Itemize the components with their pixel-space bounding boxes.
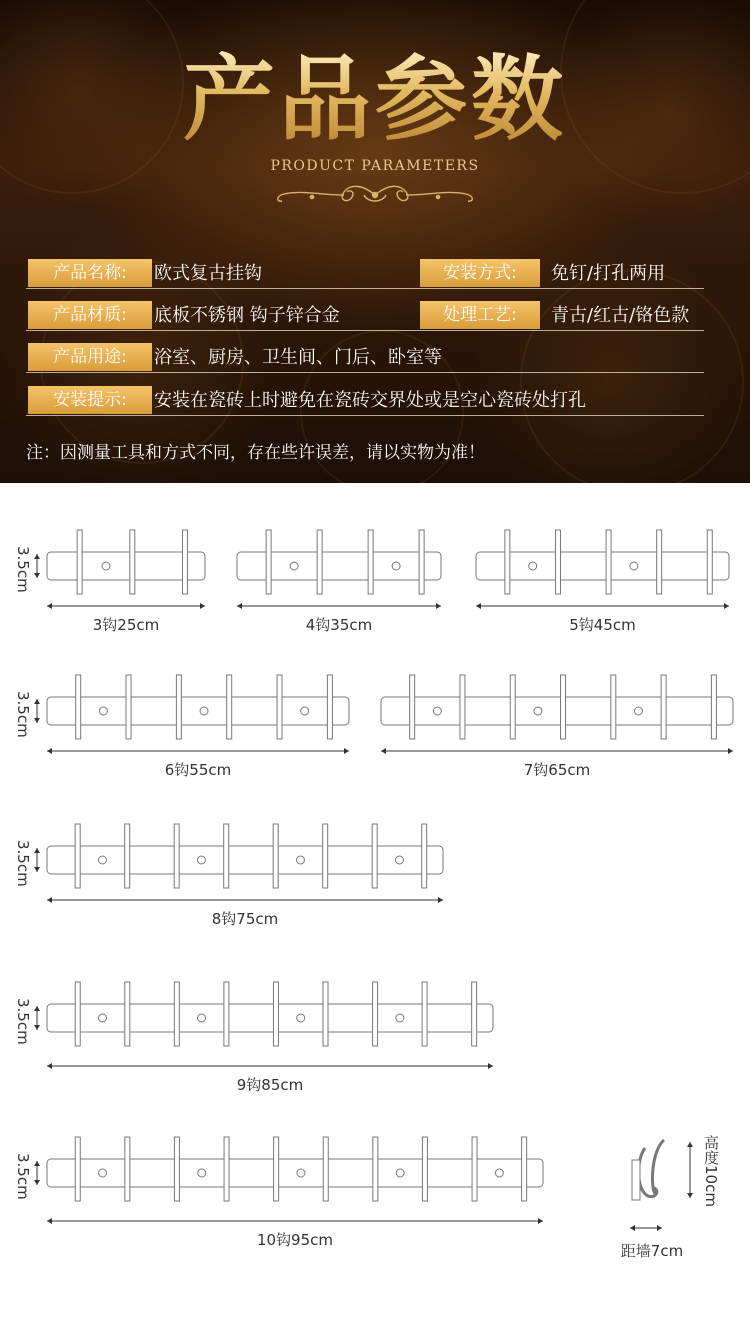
screw-hole	[200, 707, 208, 715]
hook-depth-label: 距墙7cm	[620, 1242, 684, 1260]
rack-hook	[273, 824, 278, 888]
rack-hook	[419, 530, 424, 594]
rack-height-label: 3.5cm	[14, 840, 32, 887]
rack-hook	[76, 675, 81, 739]
screw-hole	[534, 707, 542, 715]
rack-hook	[75, 982, 80, 1046]
hook-height-label: 高度10cm	[702, 1135, 720, 1207]
page-title: 产品参数	[0, 44, 750, 154]
rack-hook	[422, 824, 427, 888]
screw-hole	[529, 562, 537, 570]
rack-hook	[707, 530, 712, 594]
width-dimension-arrow	[47, 1218, 52, 1224]
hook-height-dimension-arrow	[687, 1193, 693, 1198]
rack-plate	[47, 1159, 543, 1187]
rack-hook	[273, 982, 278, 1046]
rack-hook	[75, 1137, 80, 1201]
width-dimension-arrow	[200, 603, 205, 609]
rack-plate	[476, 552, 729, 580]
row-divider	[26, 415, 704, 416]
rack-plate	[47, 552, 205, 580]
screw-hole	[630, 562, 638, 570]
screw-hole	[98, 856, 106, 864]
rack-hook	[174, 982, 179, 1046]
param-value: 欧式复古挂钩	[154, 263, 262, 284]
rack-hook	[505, 530, 510, 594]
rack-hook	[125, 1137, 130, 1201]
screw-hole	[396, 1169, 404, 1177]
screw-hole	[99, 1014, 107, 1022]
single-hook-base	[632, 1160, 640, 1200]
width-dimension-arrow	[728, 748, 733, 754]
rack-hook	[372, 824, 377, 888]
rack-hook	[323, 982, 328, 1046]
rack-hook	[373, 982, 378, 1046]
rack-hook	[472, 1137, 477, 1201]
rack-hook	[561, 675, 566, 739]
rack-hook	[368, 530, 373, 594]
rack-width-label: 10钩95cm	[256, 1231, 334, 1249]
rack-hook	[323, 1137, 328, 1201]
screw-hole	[99, 1169, 107, 1177]
screw-hole	[102, 562, 110, 570]
height-dimension-arrow	[34, 1180, 40, 1185]
param-label: 产品名称:	[28, 259, 152, 287]
param-row	[24, 301, 704, 331]
rack-width-label: 9钩85cm	[236, 1076, 304, 1094]
rack-hook	[224, 982, 229, 1046]
height-dimension-arrow	[34, 573, 40, 578]
param-value: 青古/红古/铬色款	[551, 305, 690, 326]
row-divider	[26, 330, 704, 331]
height-dimension-arrow	[34, 554, 40, 559]
rack-hook	[224, 1137, 229, 1201]
dimension-diagrams	[0, 483, 750, 1330]
width-dimension-arrow	[381, 748, 386, 754]
width-dimension-arrow	[436, 603, 441, 609]
rack-hook	[373, 1137, 378, 1201]
rack-hook	[661, 675, 666, 739]
rack-hook	[125, 824, 130, 888]
rack-hook	[125, 982, 130, 1046]
rack-width-label: 4钩35cm	[305, 616, 373, 634]
param-value: 安装在瓷砖上时避免在瓷砖交界处或是空心瓷砖处打孔	[154, 390, 586, 411]
measurement-note: 注：因测量工具和方式不同，存在些许误差，请以实物为准！	[26, 443, 485, 463]
rack-hook	[174, 1137, 179, 1201]
height-dimension-arrow	[34, 1006, 40, 1011]
rack-hook	[126, 675, 131, 739]
height-dimension-arrow	[34, 848, 40, 853]
rack-hook	[472, 982, 477, 1046]
rack-hook	[224, 824, 229, 888]
param-label: 安装方式:	[420, 259, 540, 287]
rack-hook	[510, 675, 515, 739]
param-value: 浴室、厨房、卫生间、门后、卧室等	[154, 347, 442, 368]
screw-hole	[198, 1169, 206, 1177]
screw-hole	[301, 707, 309, 715]
rack-hook	[266, 530, 271, 594]
rack-hook	[711, 675, 716, 739]
param-value: 底板不锈钢 钩子锌合金	[154, 305, 340, 326]
param-label: 产品材质:	[28, 301, 152, 329]
rack-hook	[522, 1137, 527, 1201]
screw-hole	[296, 856, 304, 864]
single-hook-icon	[652, 1140, 664, 1194]
rack-height-label: 3.5cm	[14, 998, 32, 1045]
rack-width-label: 8钩75cm	[211, 910, 279, 928]
rack-hook	[410, 675, 415, 739]
param-row	[24, 386, 704, 416]
param-row	[24, 259, 704, 289]
rack-hook	[317, 530, 322, 594]
rack-hook	[227, 675, 232, 739]
height-dimension-arrow	[34, 1025, 40, 1030]
rack-hook	[327, 675, 332, 739]
screw-hole	[297, 1169, 305, 1177]
width-dimension-arrow	[47, 1063, 52, 1069]
hook-depth-dimension-arrow	[630, 1225, 635, 1231]
param-label: 产品用途:	[28, 343, 152, 371]
param-label: 安装提示:	[28, 386, 152, 414]
screw-hole	[634, 707, 642, 715]
screw-hole	[297, 1014, 305, 1022]
screw-hole	[495, 1169, 503, 1177]
page-subtitle: PRODUCT PARAMETERS	[270, 158, 480, 174]
hook-height-dimension-arrow	[687, 1142, 693, 1147]
width-dimension-arrow	[488, 1063, 493, 1069]
rack-hook	[611, 675, 616, 739]
hook-depth-dimension-arrow	[657, 1225, 662, 1231]
rack-hook	[460, 675, 465, 739]
param-row	[24, 343, 704, 373]
width-dimension-arrow	[538, 1218, 543, 1224]
width-dimension-arrow	[47, 603, 52, 609]
screw-hole	[290, 562, 298, 570]
param-value: 免钉/打孔两用	[551, 263, 666, 284]
width-dimension-arrow	[724, 603, 729, 609]
rack-hook	[130, 530, 135, 594]
rack-width-label: 7钩65cm	[523, 761, 591, 779]
rack-height-label: 3.5cm	[14, 691, 32, 738]
screw-hole	[395, 856, 403, 864]
screw-hole	[392, 562, 400, 570]
screw-hole	[433, 707, 441, 715]
rack-hook	[77, 530, 82, 594]
rack-hook	[606, 530, 611, 594]
width-dimension-arrow	[438, 897, 443, 903]
height-dimension-arrow	[34, 699, 40, 704]
rack-hook	[182, 530, 187, 594]
param-label: 处理工艺:	[420, 301, 540, 329]
height-dimension-arrow	[34, 718, 40, 723]
ornament-divider-icon	[272, 182, 478, 208]
height-dimension-arrow	[34, 1161, 40, 1166]
rack-hook	[323, 824, 328, 888]
rack-width-label: 5钩45cm	[569, 616, 636, 634]
width-dimension-arrow	[344, 748, 349, 754]
height-dimension-arrow	[34, 867, 40, 872]
rack-hook	[176, 675, 181, 739]
width-dimension-arrow	[237, 603, 242, 609]
width-dimension-arrow	[476, 603, 481, 609]
screw-hole	[99, 707, 107, 715]
row-divider	[26, 372, 704, 373]
rack-hook	[422, 982, 427, 1046]
row-divider	[26, 288, 704, 289]
rack-hook	[75, 824, 80, 888]
rack-hook	[555, 530, 560, 594]
rack-height-label: 3.5cm	[14, 1153, 32, 1200]
rack-hook	[174, 824, 179, 888]
rack-hook	[277, 675, 282, 739]
rack-width-label: 3钩25cm	[92, 616, 160, 634]
width-dimension-arrow	[47, 897, 52, 903]
rack-hook	[274, 1137, 279, 1201]
rack-hook	[422, 1137, 427, 1201]
rack-hook	[657, 530, 662, 594]
screw-hole	[197, 856, 205, 864]
rack-width-label: 6钩55cm	[164, 761, 232, 779]
screw-hole	[396, 1014, 404, 1022]
screw-hole	[198, 1014, 206, 1022]
rack-height-label: 3.5cm	[14, 546, 32, 593]
width-dimension-arrow	[47, 748, 52, 754]
parameters-header	[0, 0, 750, 483]
